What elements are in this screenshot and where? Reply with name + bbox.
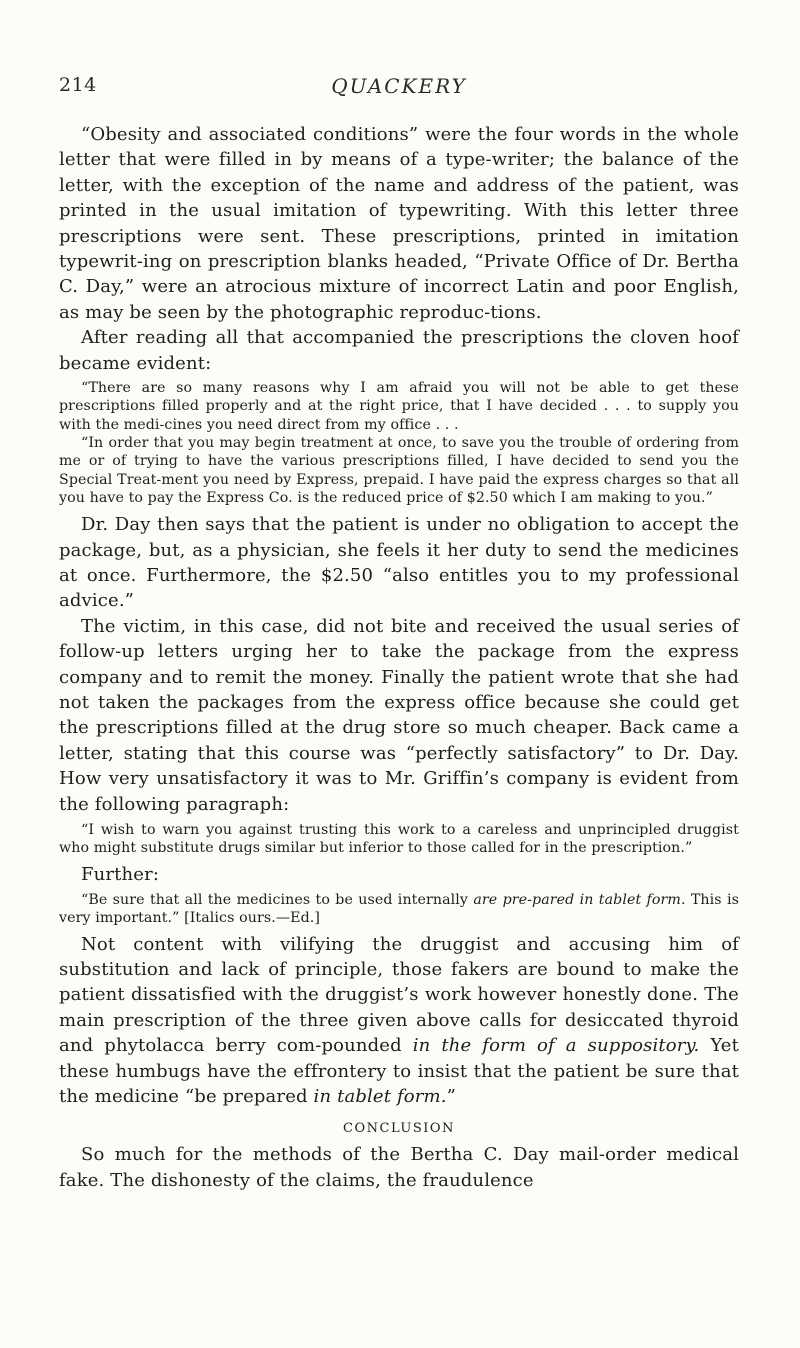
paragraph-further: Further:	[81, 863, 160, 885]
paragraph-obesity: “Obesity and associated conditions” were the four words in the whole letter that were filled in by means of a type-writer; the balance of the letter, with the exception of the name and address of the patient, was printed in the usual imitation of typewriting. With this letter three prescriptions were sent. These prescriptions, printed in imitation typewrit-ing on prescription blanks headed, “Private Office of Dr. Bertha C. Day,” were an atrocious mixture of incorrect Latin and poor English, as may be seen by the photographic reproduc-tions.	[59, 124, 739, 323]
running-head: QUACKERY	[331, 74, 467, 98]
paragraph-not-content-b: Yet these humbugs have the effrontery to insist that the patient be sure that the medicine “be prepared	[59, 1035, 739, 1108]
quote-order: “In order that you may begin treatment at once, to save you the trouble of ordering from me or of trying to have the various prescriptions filled, I have decided to send you the Special Treat-ment you need by Express, prepaid. I have paid the express charges so that all you have to pay the Express Co. is the reduced price of $2.50 which I am making to you.”	[59, 434, 739, 506]
paragraph-not-content-a: Not content with vilifying the druggist and accusing him of substitution and lack of principle, those fakers are bound to make the patient dissatisfied with the druggist’s work however honestly done. The main prescription of the three given above calls for desiccated thyroid and phytolacca berry com-pounded	[59, 933, 739, 1057]
paragraph-not-content-c: ”	[446, 1086, 456, 1108]
paragraph-victim: The victim, in this case, did not bite and received the usual series of follow-up letters urging her to take the package from the express company and to remit the money. Finally the patient wrote that she had not taken the packages from the express office because she could get the prescriptions filled at the drug store so much cheaper. Back came a letter, stating that this course was “perfectly satisfactory” to Dr. Day. How very unsatisfactory it was to Mr. Griffin’s company is evident from the following paragraph:	[59, 615, 739, 815]
quote-reasons: “There are so many reasons why I am afraid you will not be able to get these prescriptions filled properly and at the right price, that I have decided . . . to supply you with the medi-cines you need direct from my office . . .	[59, 380, 739, 433]
paragraph-cloven-hoof: After reading all that accompanied the prescriptions the cloven hoof became evident:	[59, 327, 739, 374]
quote-tablet-text-a: “Be sure that all the medicines to be used internally	[81, 892, 474, 909]
quote-tablet-italic: are pre-pared in tablet form.	[473, 892, 686, 909]
quote-tablet-text-b: This is very important.” [Italics ours.—Ed.]	[59, 892, 739, 927]
paragraph-not-content-italic-2: in tablet form.	[313, 1086, 447, 1108]
paragraph-not-content	[59, 932, 739, 1110]
section-heading-conclusion: CONCLUSION	[343, 1121, 455, 1137]
paragraph-not-content-italic-1: in the form of a suppository.	[412, 1035, 700, 1057]
paragraph-conclusion: So much for the methods of the Bertha C. Day mail-order medical fake. The dishonesty of the claims, the fraudulence	[59, 1144, 739, 1191]
quote-warn: “I wish to warn you against trusting this work to a careless and unprincipled druggist who might substitute drugs similar but inferior to those called for in the prescription.”	[59, 822, 739, 857]
page-header	[59, 74, 739, 104]
quote-tablet	[59, 891, 739, 928]
paragraph-obligation: Dr. Day then says that the patient is under no obligation to accept the package, but, as a physician, she feels it her duty to send the medicines at once. Furthermore, the $2.50 “also entitles you to my professional advice.”	[59, 514, 739, 612]
page-number: 214	[59, 74, 97, 96]
page-body	[59, 122, 739, 1193]
